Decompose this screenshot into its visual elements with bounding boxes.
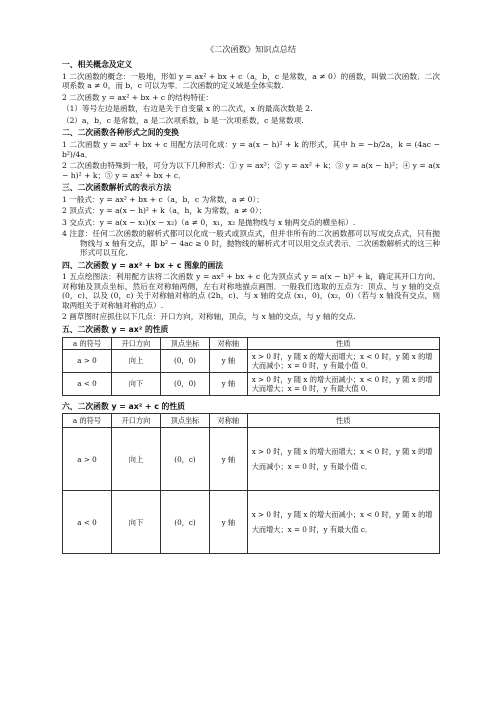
- table-cell: x > 0 时，y 随 x 的增大而减小；x < 0 时，y 随 x 的增大而增大；x = 0 时，y 有最大值 c．: [247, 491, 439, 554]
- table-cell: 向上: [112, 349, 161, 372]
- table-header: a 的符号: [63, 414, 112, 428]
- table-header: 对称轴: [210, 414, 248, 428]
- table-header-row: [63, 414, 440, 428]
- paragraph: 4 注意：任何二次函数的解析式都可以化成一般式或顶点式，但并非所有的二次函数都可以写成交点式，只有抛物线与 x 轴有交点，即 b² − 4ac ≥ 0 时，抛物线的解析式才可以用交点式表示．二次函数解析式的这三种形式可以互化.: [62, 229, 440, 258]
- paragraph: 1 一般式：y = ax² + bx + c（a，b，c 为常数，a ≠ 0）；: [62, 194, 264, 204]
- section-5-heading: 五、二次函数 y = ax² 的性质: [62, 324, 169, 334]
- table-header: a 的符号: [63, 337, 112, 349]
- table-header: 对称轴: [210, 337, 248, 349]
- table-header: 开口方向: [112, 337, 161, 349]
- paragraph: （2）a，b，c 是常数，a 是二次项系数，b 是一次项系数，c 是常数项.: [62, 115, 304, 125]
- table-cell: 向上: [112, 428, 161, 491]
- paragraph: 2 二次函数由特殊到一般，可分为以下几种形式：① y = ax²；② y = ax² + k；③ y = a(x − h)²；④ y = a(x − h)² + k；⑤ y = ax² + bx + c．: [62, 161, 440, 180]
- table-cell: y 轴: [210, 491, 248, 554]
- paragraph: 1 二次函数 y = ax² + bx + c 用配方法可化成：y = a(x − h)² + k 的形式，其中 h = −b/2a，k = (4ac − b²)/4a．: [62, 140, 440, 159]
- properties-table-ax2: [62, 337, 440, 396]
- table-cell: (0，c): [161, 428, 210, 491]
- paragraph: 2 二次函数 y = ax² + bx + c 的结构特征：: [62, 92, 214, 102]
- table-row: [63, 372, 440, 395]
- table-header: 性质: [247, 337, 439, 349]
- table-header: 顶点坐标: [161, 337, 210, 349]
- paragraph: 1 二次函数的概念：一般地，形如 y = ax² + bx + c（a，b，c 是常数，a ≠ 0）的函数，叫做二次函数．二次项系数 a ≠ 0，而 b，c 可以为零．二次函数的定义域是全体实数.: [62, 71, 440, 91]
- table-cell: y 轴: [210, 372, 248, 395]
- properties-table-ax2-c: [62, 413, 440, 554]
- table-cell: a < 0: [63, 372, 112, 395]
- table-cell: x > 0 时，y 随 x 的增大而增大；x < 0 时，y 随 x 的增大而减小；x = 0 时，y 有最小值 0．: [247, 349, 439, 372]
- table-cell: (0，0): [161, 349, 210, 372]
- paragraph: 1 五点绘图法：利用配方法将二次函数 y = ax² + bx + c 化为顶点式 y = a(x − h)² + k，确定其开口方向、对称轴及顶点坐标，然后在对称轴两侧，左右对称地描点画图．一般我们选取的五点为：顶点、与 y 轴的交点 (0，c)、以及 (0，c) 关于对称轴对称的点 (2h，c)、与 x 轴的交点 (x₁，0)，(x₂，0)（若与 x 轴没有交点，则取两组关于对称轴对称的点）.: [62, 272, 440, 310]
- table-cell: a > 0: [63, 349, 112, 372]
- paragraph: （1）等号左边是函数，右边是关于自变量 x 的二次式，x 的最高次数是 2.: [62, 104, 313, 114]
- section-3-heading: 三、二次函数解析式的表示方法: [62, 183, 172, 193]
- table-row: [63, 428, 440, 491]
- section-4-heading: 四、二次函数 y = ax² + bx + c 图象的画法: [62, 260, 224, 270]
- table-cell: y 轴: [210, 428, 248, 491]
- section-1-heading: 一、相关概念及定义: [62, 60, 133, 70]
- table-row: [63, 491, 440, 554]
- table-cell: (0，c): [161, 491, 210, 554]
- paragraph: 2 顶点式：y = a(x − h)² + k（a，h，k 为常数，a ≠ 0）；: [62, 206, 267, 216]
- table-cell: x > 0 时，y 随 x 的增大而减小；x < 0 时，y 随 x 的增大而增大；x = 0 时，y 有最大值 0．: [247, 372, 439, 395]
- table-header: 开口方向: [112, 414, 161, 428]
- paragraph: 3 交点式：y = a(x − x₁)(x − x₂)（a ≠ 0，x₁，x₂ 是抛物线与 x 轴两交点的横坐标）.: [62, 217, 356, 227]
- table-header-row: [63, 337, 440, 349]
- table-cell: 向下: [112, 491, 161, 554]
- paragraph: 2 画草图时应抓住以下几点：开口方向，对称轴，顶点，与 x 轴的交点，与 y 轴的交点.: [62, 312, 356, 322]
- table-cell: a < 0: [63, 491, 112, 554]
- document-page: [62, 44, 440, 560]
- table-row: [63, 349, 440, 372]
- document-title: 《二次函数》知识点总结: [205, 44, 297, 54]
- table-cell: y 轴: [210, 349, 248, 372]
- table-cell: x > 0 时，y 随 x 的增大而增大；x < 0 时，y 随 x 的增大而减小；x = 0 时，y 有最小值 c．: [247, 428, 439, 491]
- table-header: 顶点坐标: [161, 414, 210, 428]
- table-header: 性质: [247, 414, 439, 428]
- table-cell: 向下: [112, 372, 161, 395]
- table-cell: a > 0: [63, 428, 112, 491]
- section-2-heading: 二、二次函数各种形式之间的变换: [62, 128, 179, 138]
- section-6-heading: 六、二次函数 y = ax² + c 的性质: [62, 401, 185, 411]
- table-cell: (0，0): [161, 372, 210, 395]
